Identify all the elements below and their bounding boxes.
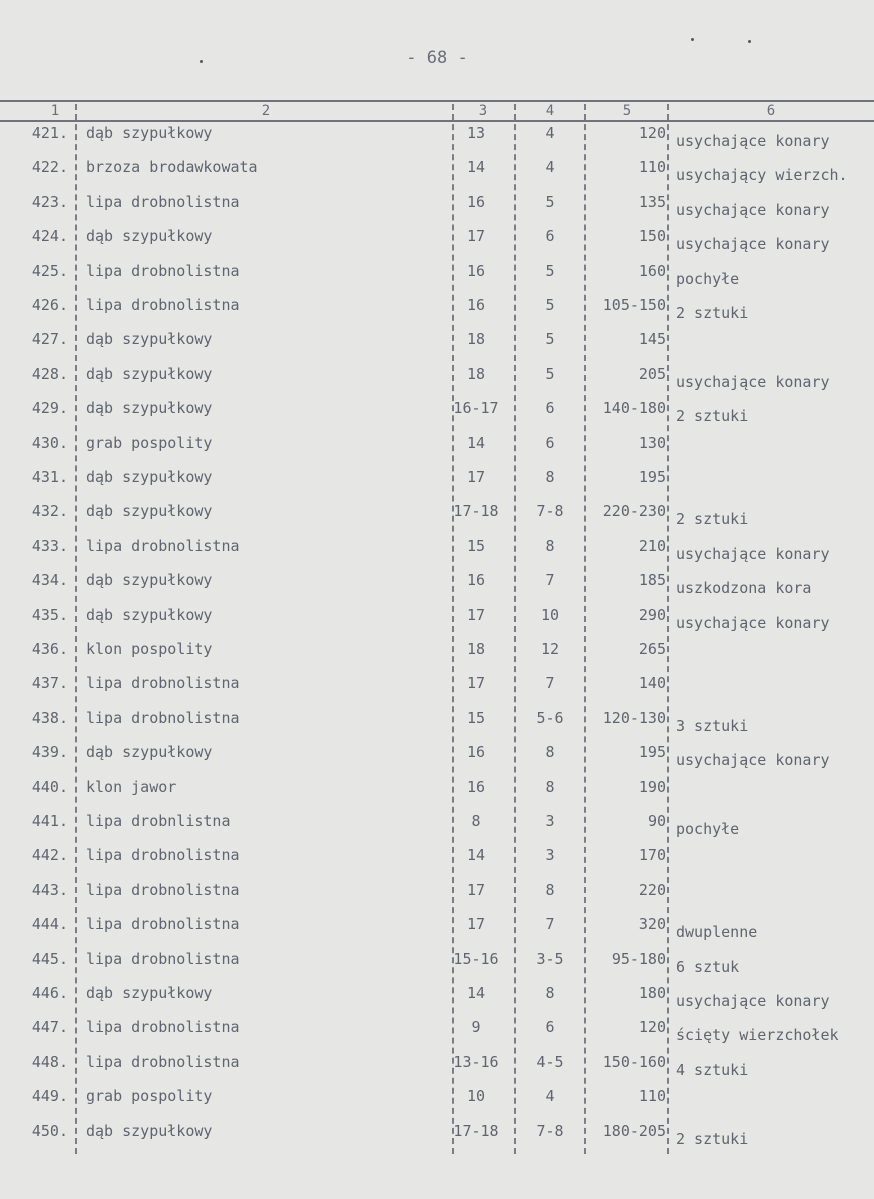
circumference-value: 95-180: [611, 949, 666, 968]
table-row: [0, 158, 874, 192]
header-rule-bottom: [0, 120, 874, 122]
species-name: klon pospolity: [86, 640, 213, 658]
species-name: dąb szypułkowy: [86, 399, 213, 418]
height-value: 10: [466, 1087, 486, 1106]
row-number: 426.: [31, 296, 68, 314]
remarks: 3 sztuki: [676, 716, 749, 735]
species-name: grab pospolity: [86, 433, 213, 452]
row-number: 443.: [31, 880, 68, 899]
table-row: [0, 296, 874, 330]
row-number: 437.: [31, 674, 68, 693]
row-number: 440.: [31, 777, 68, 796]
height-value: 16: [466, 192, 486, 211]
circumference-value: 195: [638, 468, 666, 486]
row-number: 450.: [31, 1121, 68, 1140]
table-row: [0, 227, 874, 261]
species-name: dąb szypułkowy: [86, 364, 213, 383]
row-number: 446.: [31, 984, 68, 1002]
circumference-value: 210: [638, 536, 666, 555]
species-name: lipa drobnolistna: [86, 1052, 240, 1071]
circumference-value: 195: [638, 743, 666, 762]
header-col-5: 5: [622, 103, 632, 119]
remarks: pochyłe: [676, 820, 740, 838]
header-col-2: 2: [261, 103, 271, 119]
circumference-value: 185: [638, 571, 666, 590]
table-row: [0, 124, 874, 158]
col4-value: 6: [545, 1018, 555, 1037]
height-value: 16-17: [453, 399, 499, 418]
remarks: 2 sztuki: [676, 510, 749, 529]
remarks: ścięty wierzchołek: [676, 1026, 839, 1045]
table-row: [0, 606, 874, 640]
table-row: [0, 743, 874, 777]
height-value: 13: [466, 124, 486, 142]
col4-value: 5: [545, 192, 555, 211]
species-name: lipa drobnolistna: [86, 536, 240, 555]
table-row: [0, 984, 874, 1018]
header-col-3: 3: [478, 103, 488, 119]
remarks: 2 sztuki: [676, 1129, 749, 1148]
height-value: 8: [471, 812, 481, 830]
col4-value: 7: [545, 674, 555, 693]
col4-value: 6: [545, 433, 555, 452]
species-name: lipa drobnolistna: [86, 261, 240, 280]
row-number: 449.: [31, 1087, 68, 1106]
col4-value: 8: [545, 777, 555, 796]
height-value: 13-16: [453, 1052, 499, 1071]
circumference-value: 320: [638, 915, 666, 934]
species-name: dąb szypułkowy: [86, 1121, 213, 1140]
row-number: 447.: [31, 1018, 68, 1037]
row-number: 434.: [31, 571, 68, 590]
circumference-value: 120: [638, 124, 666, 142]
col4-value: 7-8: [536, 502, 564, 521]
species-name: dąb szypułkowy: [86, 571, 213, 590]
col4-value: 5-6: [536, 708, 564, 727]
table-row: [0, 1018, 874, 1052]
col4-value: 4: [545, 1087, 555, 1106]
remarks: 2 sztuki: [676, 407, 749, 426]
row-number: 439.: [31, 743, 68, 762]
col4-value: 8: [545, 984, 555, 1002]
remarks: usychające konary: [676, 235, 830, 254]
species-name: lipa drobnolistna: [86, 1018, 240, 1037]
table-row: [0, 502, 874, 536]
remarks: usychające konary: [676, 992, 830, 1010]
row-number: 423.: [31, 192, 68, 211]
height-value: 16: [466, 296, 486, 314]
page-number: - 68 -: [406, 48, 468, 68]
height-value: 14: [466, 158, 486, 177]
height-value: 14: [466, 846, 486, 865]
height-value: 14: [466, 433, 486, 452]
height-value: 17-18: [453, 1121, 499, 1140]
circumference-value: 190: [638, 777, 666, 796]
species-name: grab pospolity: [86, 1087, 213, 1106]
col4-value: 8: [545, 743, 555, 762]
table-row: [0, 709, 874, 743]
row-number: 430.: [31, 433, 68, 452]
row-number: 436.: [31, 640, 68, 658]
height-value: 17: [466, 227, 486, 246]
remarks: 4 sztuki: [676, 1060, 749, 1079]
row-number: 438.: [31, 708, 68, 727]
row-number: 435.: [31, 605, 68, 624]
row-number: 425.: [31, 261, 68, 280]
remarks: usychające konary: [676, 372, 830, 391]
row-number: 444.: [31, 915, 68, 934]
paper-speck: [200, 60, 203, 63]
species-name: lipa drobnolistna: [86, 949, 240, 968]
col4-value: 4: [545, 124, 555, 142]
col4-value: 8: [545, 880, 555, 899]
col4-value: 8: [545, 468, 555, 486]
row-number: 427.: [31, 330, 68, 349]
circumference-value: 110: [638, 1087, 666, 1106]
species-name: lipa drobnolistna: [86, 708, 240, 727]
species-name: dąb szypułkowy: [86, 468, 213, 486]
circumference-value: 170: [638, 846, 666, 865]
species-name: dąb szypułkowy: [86, 743, 213, 762]
circumference-value: 220-230: [602, 502, 666, 521]
species-name: klon jawor: [86, 777, 177, 796]
paper-speck: [691, 38, 694, 41]
species-name: lipa drobnolistna: [86, 846, 240, 865]
row-number: 424.: [31, 227, 68, 246]
table-row: [0, 846, 874, 880]
height-value: 16: [466, 777, 486, 796]
remarks: usychające konary: [676, 751, 830, 770]
height-value: 17: [466, 915, 486, 934]
header-col-1: 1: [50, 103, 60, 119]
table-row: [0, 778, 874, 812]
remarks: usychające konary: [676, 132, 830, 150]
height-value: 15: [466, 536, 486, 555]
remarks: uszkodzona kora: [676, 579, 812, 598]
table-row: [0, 881, 874, 915]
remarks: usychające konary: [676, 613, 830, 632]
species-name: lipa drobnolistna: [86, 880, 240, 899]
circumference-value: 90: [647, 812, 666, 830]
circumference-value: 180: [638, 984, 666, 1002]
height-value: 14: [466, 984, 486, 1002]
species-name: lipa drobnlistna: [86, 812, 231, 830]
col4-value: 7: [545, 571, 555, 590]
species-name: lipa drobnolistna: [86, 674, 240, 693]
table-row: [0, 399, 874, 433]
row-number: 421.: [31, 124, 68, 142]
table-row: [0, 812, 874, 846]
species-name: dąb szypułkowy: [86, 605, 213, 624]
table-row: [0, 1087, 874, 1121]
row-number: 431.: [31, 468, 68, 486]
col4-value: 12: [540, 640, 560, 658]
height-value: 16: [466, 743, 486, 762]
height-value: 17-18: [453, 502, 499, 521]
height-value: 15: [466, 708, 486, 727]
col4-value: 5: [545, 330, 555, 349]
circumference-value: 105-150: [602, 296, 666, 314]
height-value: 17: [466, 605, 486, 624]
species-name: dąb szypułkowy: [86, 502, 213, 521]
remarks: usychające konary: [676, 200, 830, 219]
col4-value: 4: [545, 158, 555, 177]
col4-value: 3: [545, 846, 555, 865]
height-value: 18: [466, 330, 486, 349]
table-row: [0, 434, 874, 468]
col4-value: 5: [545, 364, 555, 383]
height-value: 9: [471, 1018, 481, 1037]
col4-value: 7: [545, 915, 555, 934]
table-row: [0, 365, 874, 399]
table-row: [0, 1122, 874, 1156]
species-name: brzoza brodawkowata: [86, 158, 258, 177]
table-row: [0, 950, 874, 984]
height-value: 16: [466, 261, 486, 280]
species-name: dąb szypułkowy: [86, 124, 213, 142]
row-number: 432.: [31, 502, 68, 521]
circumference-value: 120-130: [602, 708, 666, 727]
remarks: pochyłe: [676, 269, 740, 288]
row-number: 428.: [31, 364, 68, 383]
table-row: [0, 674, 874, 708]
remarks: usychający wierzch.: [676, 166, 848, 185]
height-value: 17: [466, 880, 486, 899]
row-number: 442.: [31, 846, 68, 865]
remarks: 6 sztuk: [676, 957, 740, 976]
remarks: 2 sztuki: [676, 304, 749, 322]
species-name: lipa drobnolistna: [86, 296, 240, 314]
col4-value: 4-5: [536, 1052, 564, 1071]
col4-value: 10: [540, 605, 560, 624]
species-name: dąb szypułkowy: [86, 984, 213, 1002]
row-number: 433.: [31, 536, 68, 555]
height-value: 15-16: [453, 949, 499, 968]
col4-value: 3-5: [536, 949, 564, 968]
remarks: usychające konary: [676, 544, 830, 563]
row-number: 448.: [31, 1052, 68, 1071]
table-row: [0, 1053, 874, 1087]
species-name: dąb szypułkowy: [86, 227, 213, 246]
header-rule-top: [0, 100, 874, 102]
table-row: [0, 468, 874, 502]
row-number: 445.: [31, 949, 68, 968]
species-name: dąb szypułkowy: [86, 330, 213, 349]
col4-value: 5: [545, 296, 555, 314]
height-value: 18: [466, 364, 486, 383]
col4-value: 6: [545, 399, 555, 418]
header-col-4: 4: [545, 103, 555, 119]
circumference-value: 160: [638, 261, 666, 280]
circumference-value: 120: [638, 1018, 666, 1037]
table-row: [0, 915, 874, 949]
circumference-value: 265: [638, 640, 666, 658]
height-value: 18: [466, 640, 486, 658]
table-row: [0, 330, 874, 364]
circumference-value: 150-160: [602, 1052, 666, 1071]
row-number: 441.: [31, 812, 68, 830]
circumference-value: 135: [638, 192, 666, 211]
table-row: [0, 262, 874, 296]
table-row: [0, 640, 874, 674]
circumference-value: 220: [638, 880, 666, 899]
circumference-value: 110: [638, 158, 666, 177]
circumference-value: 205: [638, 364, 666, 383]
col4-value: 6: [545, 227, 555, 246]
remarks: dwuplenne: [676, 923, 758, 942]
height-value: 16: [466, 571, 486, 590]
row-number: 429.: [31, 399, 68, 418]
col4-value: 7-8: [536, 1121, 564, 1140]
circumference-value: 130: [638, 433, 666, 452]
table-row: [0, 193, 874, 227]
col4-value: 8: [545, 536, 555, 555]
circumference-value: 140-180: [602, 399, 666, 418]
height-value: 17: [466, 468, 486, 486]
height-value: 17: [466, 674, 486, 693]
circumference-value: 145: [638, 330, 666, 349]
col4-value: 5: [545, 261, 555, 280]
header-col-6: 6: [766, 103, 776, 119]
row-number: 422.: [31, 158, 68, 177]
circumference-value: 150: [638, 227, 666, 246]
species-name: lipa drobnolistna: [86, 915, 240, 934]
circumference-value: 290: [638, 605, 666, 624]
table-row: [0, 571, 874, 605]
species-name: lipa drobnolistna: [86, 192, 240, 211]
col4-value: 3: [545, 812, 555, 830]
circumference-value: 140: [638, 674, 666, 693]
circumference-value: 180-205: [602, 1121, 666, 1140]
table-row: [0, 537, 874, 571]
paper-speck: [748, 40, 751, 43]
